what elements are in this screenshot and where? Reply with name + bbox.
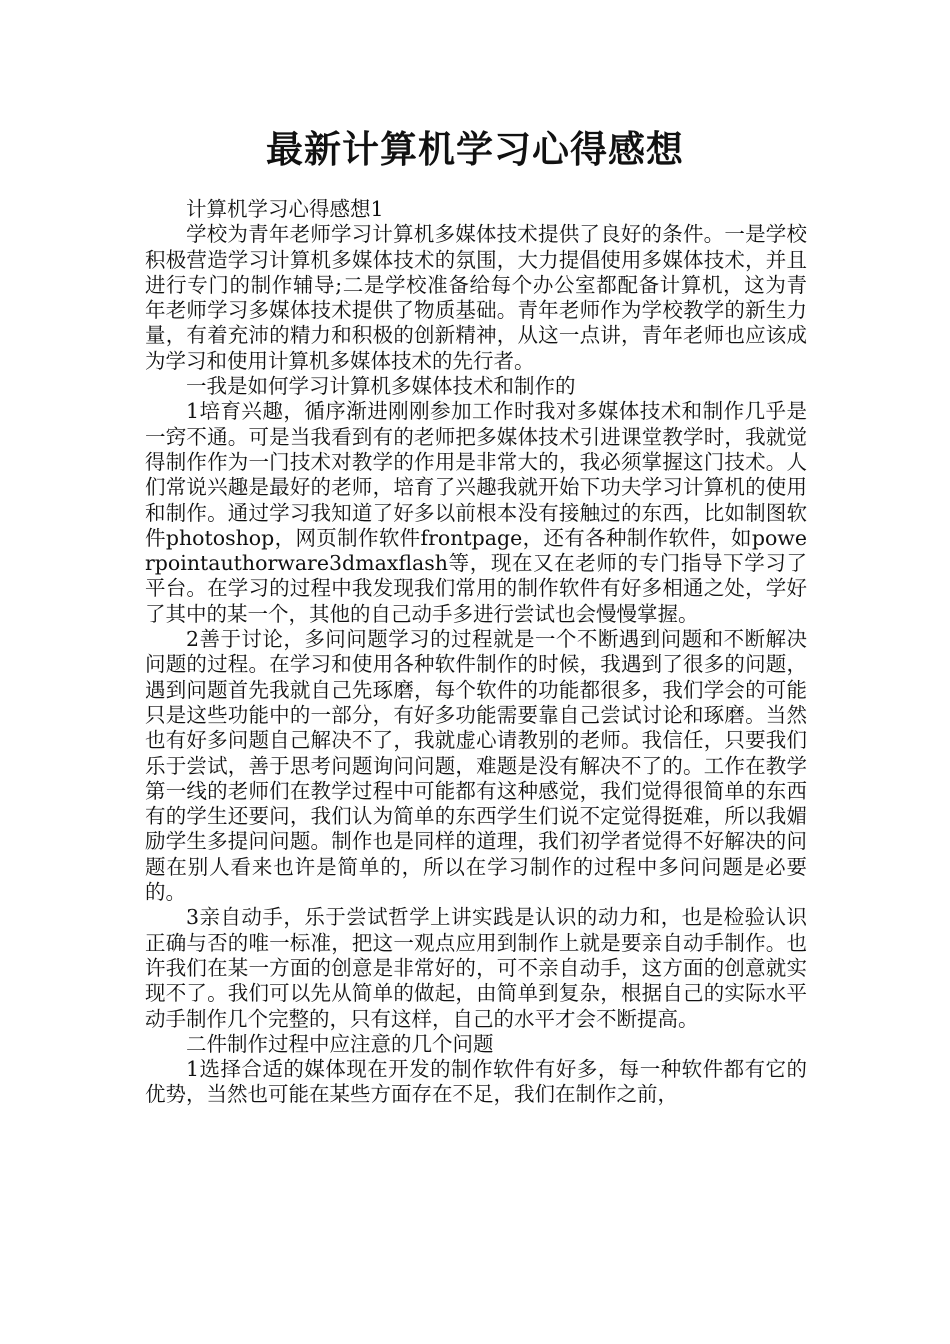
document-body xyxy=(145,197,807,1108)
paragraph: 1培育兴趣，循序渐进刚刚参加工作时我对多媒体技术和制作几乎是一窍不通。可是当我看到有的老师把多媒体技术引进课堂教学时，我就觉得制作作为一门技术对教学的作用是非常大的，我必须掌握这门技术。人们常说兴趣是最好的老师，培育了兴趣我就开始下功夫学习计算机的使用和制作。通过学习我知道了好多以前根本没有接触过的东西，比如制图软件photoshop，网页制作软件frontpage，还有各种制作软件，如powerpointauthorware3dmaxflash等，现在又在老师的专门指导下学习了平台。在学习的过程中我发现我们常用的制作软件有好多相通之处，学好了其中的某一个，其他的自己动手多进行尝试也会慢慢掌握。 xyxy=(145,399,807,626)
paragraph: 学校为青年老师学习计算机多媒体技术提供了良好的条件。一是学校积极营造学习计算机多媒体技术的氛围，大力提倡使用多媒体技术，并且进行专门的制作辅导;二是学校准备给每个办公室都配备计算机，这为青年老师学习多媒体技术提供了物质基础。青年老师作为学校教学的新生力量，有着充沛的精力和积极的创新精神，从这一点讲，青年老师也应该成为学习和使用计算机多媒体技术的先行者。 xyxy=(145,222,807,373)
paragraph: 二件制作过程中应注意的几个问题 xyxy=(186,1031,494,1056)
paragraph: 计算机学习心得感想1 xyxy=(186,197,384,221)
document-title: 最新计算机学习心得感想 xyxy=(266,128,684,171)
paragraph: 3亲自动手，乐于尝试哲学上讲实践是认识的动力和，也是检验认识正确与否的唯一标准，把这一观点应用到制作上就是要亲自动手制作。也许我们在某一方面的创意是非常好的，可不亲自动手，这方面的创意就实现不了。我们可以先从简单的做起，由简单到复杂，根据自己的实际水平动手制作几个完整的，只有这样，自己的水平才会不断提高。 xyxy=(145,905,807,1031)
paragraph: 1选择合适的媒体现在开发的制作软件有好多，每一种软件都有它的优势，当然也可能在某些方面存在不足，我们在制作之前， xyxy=(145,1057,807,1107)
paragraph: 一我是如何学习计算机多媒体技术和制作的 xyxy=(186,374,576,399)
paragraph: 2善于讨论，多问问题学习的过程就是一个不断遇到问题和不断解决问题的过程。在学习和使用各种软件制作的时候，我遇到了很多的问题，遇到问题首先我就自己先琢磨，每个软件的功能都很多，我们学会的可能只是这些功能中的一部分，有好多功能需要靠自己尝试讨论和琢磨。当然也有好多问题自己解决不了，我就虚心请教别的老师。我信任，只要我们乐于尝试，善于思考问题询问问题，难题是没有解决不了的。工作在教学第一线的老师们在教学过程中可能都有这种感觉，我们觉得很简单的东西有的学生还要问，我们认为简单的东西学生们说不定觉得挺难，所以我媚励学生多提问问题。制作也是同样的道理，我们初学者觉得不好解决的问题在别人看来也许是简单的，所以在学习制作的过程中多问问题是必要的。 xyxy=(145,627,807,905)
